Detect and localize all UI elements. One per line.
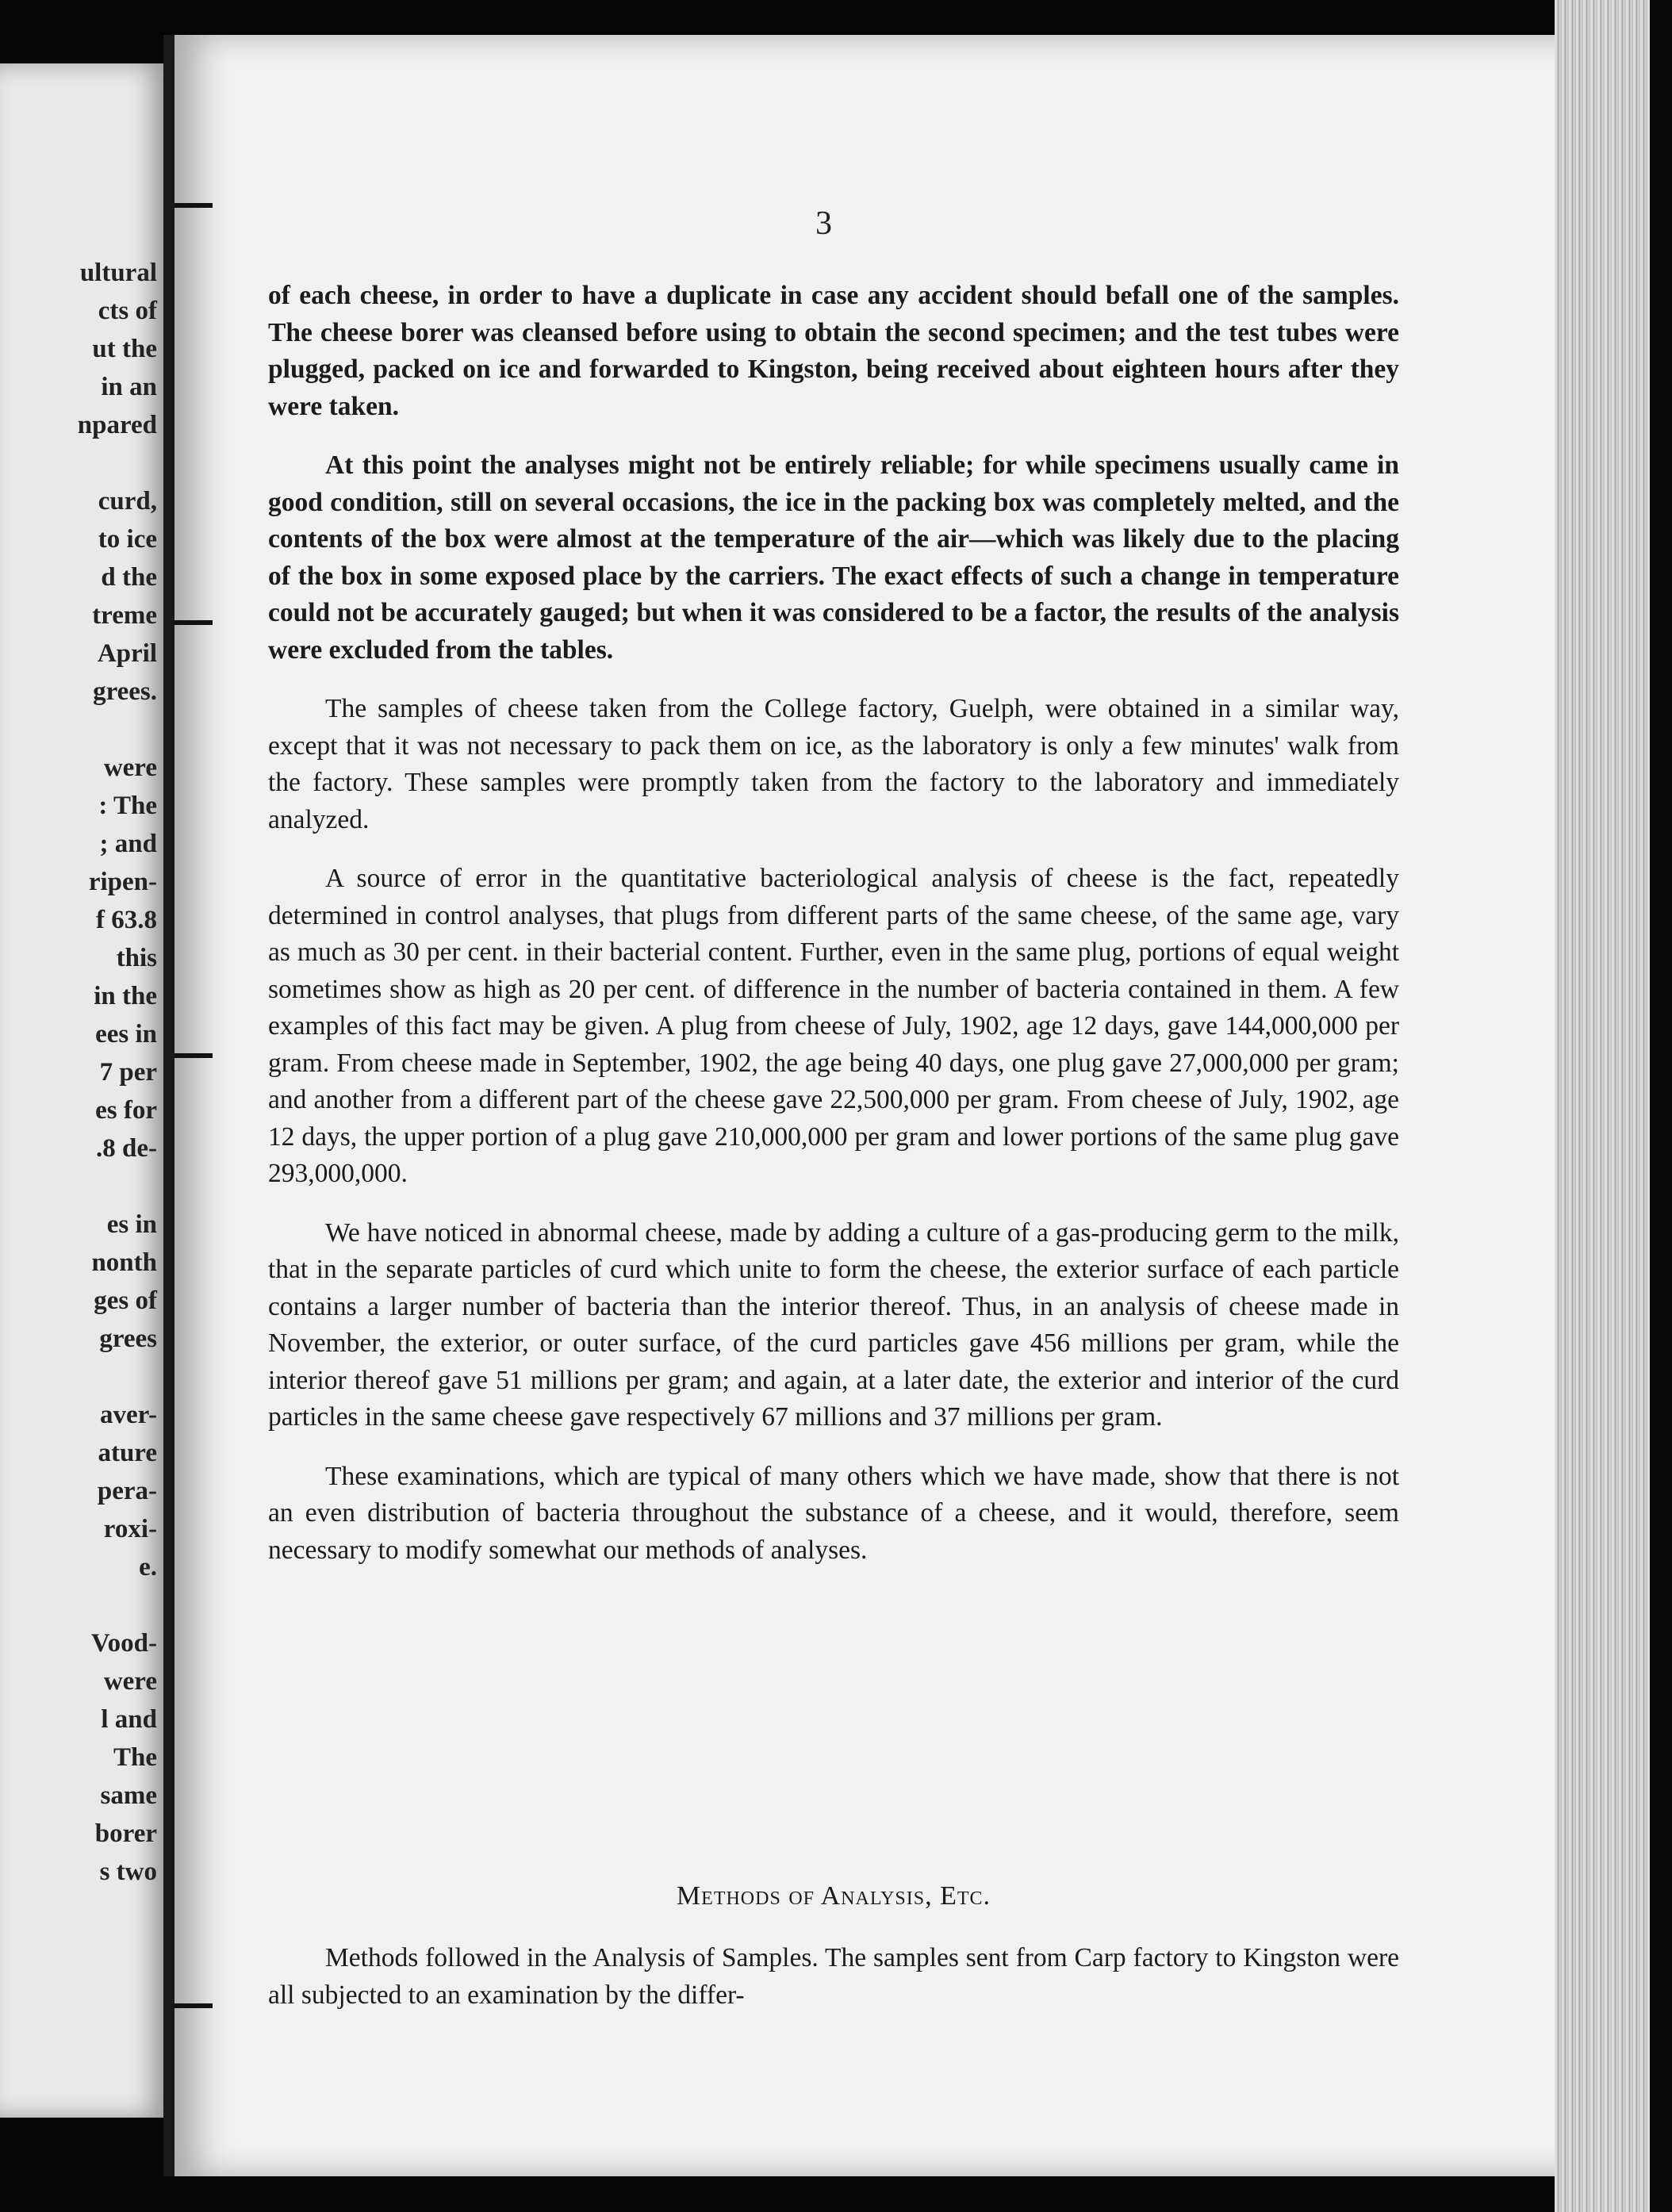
left-page-line: .8 de-: [96, 1134, 157, 1163]
left-page-line: d the: [101, 563, 157, 592]
paragraph-5: We have noticed in abnormal cheese, made by adding a culture of a gas-producing germ to the milk, that in the separate particles of curd which unite to form the cheese, the exterior surface of each particle contains a larger number of bacteria than the interior thereof. Thus, in an analysis of cheese made in November, the exterior, or outer surface, of the curd particles gave 456 millions per gram, while the interior thereof gave 51 millions per gram; and again, at a later date, the exterior and interior of the curd particles in the same cheese gave respectively 67 millions and 37 millions per gram.: [268, 1217, 1399, 1432]
left-page-line: 7 per: [99, 1058, 157, 1087]
left-page-line: grees: [99, 1325, 157, 1353]
left-page-line: ees in: [95, 1020, 157, 1048]
left-page-line: l and: [101, 1705, 157, 1734]
paragraph-2: At this point the analyses might not be entirely reliable; for while specimens usually came in good condition, still on several occasions, the ice in the packing box was completely melted, and the contents of the box were almost at the temperature of the air—which was likely due to the placing of the box in some exposed place by the carriers. The exact effects of such a change in temperature could not be accurately gauged; but when it was considered to be a factor, the results of the analysis were excluded from the tables.: [268, 450, 1399, 665]
left-page-line: roxi-: [103, 1515, 157, 1543]
left-page-line: ature: [98, 1439, 157, 1467]
left-page-line: curd,: [98, 487, 157, 516]
body-text-continued: [268, 1940, 1399, 2014]
left-page-line: were: [103, 1667, 157, 1696]
left-page-line: npared: [77, 411, 157, 439]
left-page-line: ges of: [94, 1286, 157, 1315]
left-page-line: grees.: [93, 677, 157, 706]
left-page-line: borer: [94, 1819, 157, 1848]
left-page-line: in the: [94, 982, 157, 1010]
left-page-line: Vood-: [90, 1629, 157, 1658]
left-page-line: f 63.8: [96, 906, 157, 934]
left-page-line: es for: [95, 1096, 157, 1125]
left-page-line: ; and: [99, 830, 157, 858]
page-number: 3: [815, 205, 832, 242]
paragraph-3: The samples of cheese taken from the College factory, Guelph, were obtained in a similar way, except that it was not necessary to pack them on ice, as the laboratory is only a few minutes' walk from the factory. These samples were promptly taken from the factory to the laboratory and immediately analyzed.: [268, 694, 1399, 834]
left-page-line: s two: [99, 1857, 157, 1886]
left-page-line: were: [103, 753, 157, 782]
left-page-line: e.: [139, 1553, 157, 1581]
left-page-line: aver-: [99, 1401, 157, 1429]
left-page-line: ultural: [79, 259, 157, 287]
left-page-line: ripen-: [88, 868, 157, 896]
spine-stitch-mark: [174, 203, 213, 208]
left-page-line: : The: [98, 792, 157, 820]
scan-border: [1650, 0, 1672, 2212]
paragraph-4: A source of error in the quantitative bacteriological analysis of cheese is the fact, repeatedly determined in control analyses, that plugs from different parts of the same cheese, of the same age, vary as much as 30 per cent. in their bacterial content. Further, even in the same plug, portions of equal weight sometimes show as high as 20 per cent. of difference in the number of bacteria contained in them. A few examples of this fact may be given. A plug from cheese of July, 1902, age 12 days, gave 144,000,000 per gram. From cheese made in September, 1902, the age being 40 days, one plug gave 27,000,000 per gram; and another from a different part of the cheese gave 22,500,000 per gram. From cheese of July, 1902, age 12 days, the upper portion of a plug gave 210,000,000 per gram and lower portions of the same plug gave 293,000,000.: [268, 864, 1399, 1188]
left-page-line: cts of: [98, 297, 157, 325]
left-page-line: es in: [106, 1210, 157, 1239]
left-page-line: treme: [92, 601, 157, 630]
left-page-line: The: [113, 1743, 157, 1772]
left-page-line: April: [97, 639, 157, 668]
left-page-line: nonth: [91, 1248, 157, 1277]
paragraph-7: Methods followed in the Analysis of Samples. The samples sent from Carp factory to Kingston were all subjected to an examination by the differ-: [268, 1943, 1399, 2010]
paragraph-6: These examinations, which are typical of many others which we have made, show that there is not an even distribution of bacteria throughout the substance of a cheese, and it would, therefore, seem necessary to modify somewhat our methods of analyses.: [268, 1461, 1399, 1565]
left-page-line: ut the: [92, 335, 157, 363]
body-text: [268, 278, 1399, 1569]
left-page-line: to ice: [98, 525, 157, 554]
left-page-line: same: [100, 1781, 157, 1810]
paragraph-1: of each cheese, in order to have a duplicate in case any accident should befall one of the samples. The cheese borer was cleansed before using to obtain the second specimen; and the test tubes were plugged, packed on ice and forwarded to Kingston, being received about eighteen hours after they were taken.: [268, 281, 1399, 421]
spine-stitch-mark: [174, 620, 213, 625]
left-page-line: pera-: [97, 1477, 157, 1505]
left-page-line: this: [116, 944, 157, 972]
section-heading: Methods of Analysis, Etc.: [676, 1881, 991, 1911]
spine-stitch-mark: [174, 1053, 213, 1058]
left-page-line: in an: [101, 373, 157, 401]
spine-stitch-mark: [174, 2003, 213, 2008]
left-facing-page: [0, 63, 167, 2118]
